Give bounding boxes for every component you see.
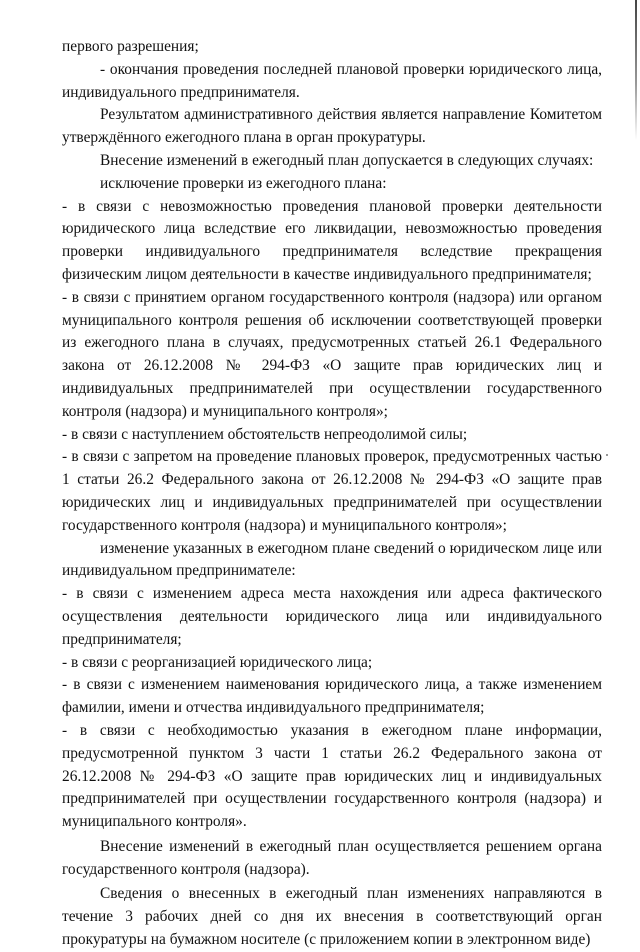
paragraph-decision: Внесение изменений в ежегодный план осуществляется решением органа государственного контроля (надзора). bbox=[62, 837, 602, 878]
paragraph-info-change-heading: изменение указанных в ежегодном плане сведений о юридическом лице или индивидуальном предпринимателе: bbox=[62, 539, 602, 580]
paragraph-changes-intro: Внесение изменений в ежегодный план допускается в следующих случаях: bbox=[100, 151, 594, 169]
paragraph-last-inspection: - окончания проведения последней плановой проверки юридического лица, индивидуального предпринимателя. bbox=[62, 60, 602, 101]
paragraph-result: Результатом административного действия является направление Комитетом утверждённого ежегодного плана в орган прокуратуры. bbox=[62, 106, 602, 147]
list-item-address-change: - в связи с изменением адреса места нахождения или адреса фактического осуществления деятельности юридического лица или индивидуального предпринимателя; bbox=[62, 585, 602, 648]
list-item-inspection-ban: - в связи с запретом на проведение плановых проверок, предусмотренных частью 1 статьи 26.2 Федерального закона от 26.12.2008 № 294-ФЗ «О защите прав юридических лиц и индивидуальных предпринимателей при осуществлении государственного контроля (надзора) и муниципального контроля»; bbox=[62, 448, 602, 534]
list-item-force-majeure: - в связи с наступлением обстоятельств непреодолимой силы; bbox=[62, 425, 468, 443]
list-item-info-required: - в связи с необходимостью указания в ежегодном плане информации, предусмотренной пунктом 3 части 1 статьи 26.2 Федерального закона от 26.12.2008 № 294-ФЗ «О защите прав юридических лиц и индивидуальных предпринимателей при осуществлении государственного контроля (надзора) и муниципального контроля». bbox=[62, 721, 602, 831]
paragraph-notification: Сведения о внесенных в ежегодный план изменениях направляются в течение 3 рабочих дней со дня их внесения в соответствующий орган прокуратуры на бумажном носителе (с приложением копии в электронном виде) bbox=[62, 885, 602, 949]
scan-edge-shadow bbox=[635, 0, 637, 140]
list-item-liquidation: - в связи с невозможностью проведения плановой проверки деятельности юридического лица вследствие его ликвидации, невозможностью проведения проверки индивидуального предпринимателя вследствие прекращения физическим лицом деятельности в качестве индивидуального предпринимателя; bbox=[62, 197, 602, 283]
scan-speck bbox=[606, 454, 608, 456]
list-item-name-change: - в связи с изменением наименования юридического лица, а также изменением фамилии, имени и отчества индивидуального предпринимателя; bbox=[62, 676, 602, 717]
paragraph-continuation: первого разрешения; bbox=[62, 38, 199, 55]
paragraph-exclusion-heading: исключение проверки из ежегодного плана: bbox=[100, 174, 387, 192]
document-page bbox=[62, 36, 602, 952]
list-item-reorganization: - в связи с реорганизацией юридического лица; bbox=[62, 653, 373, 671]
list-item-exclusion-decision: - в связи с принятием органом государственного контроля (надзора) или органом муниципального контроля решения об исключении соответствующей проверки из ежегодного плана в случаях, предусмотренных статьей 26.1 Федерального закона от 26.12.2008 № 294-ФЗ «О защите прав юридических лиц и индивидуальных предпринимателей при осуществлении государственного контроля (надзора) и муниципального контроля»; bbox=[62, 288, 602, 420]
